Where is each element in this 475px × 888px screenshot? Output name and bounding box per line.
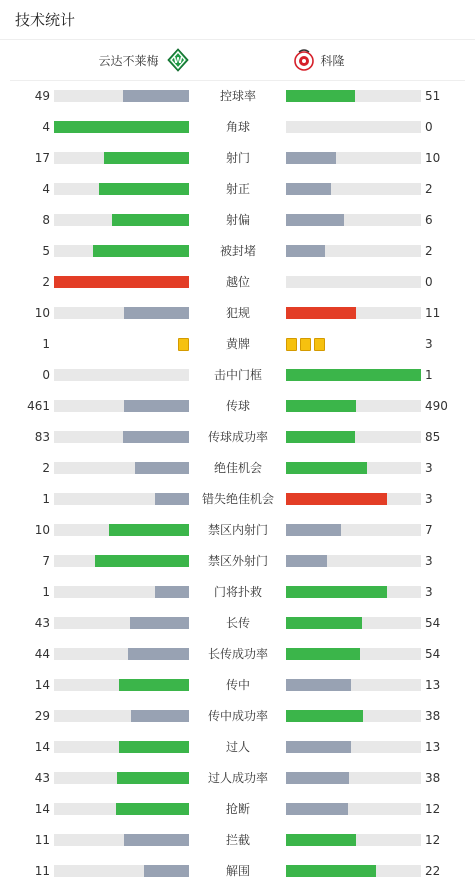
home-stat-value: 43 — [34, 616, 50, 630]
home-stat-bar-fill — [119, 741, 189, 753]
away-team[interactable] — [293, 40, 345, 80]
away-stat-bar-fill — [286, 586, 387, 598]
away-stat-bar-fill — [286, 369, 421, 381]
stat-label: 禁区内射门 — [207, 523, 268, 537]
stat-row — [0, 670, 475, 701]
stat-label: 拦截 — [225, 833, 250, 847]
stat-label: 犯规 — [225, 306, 250, 320]
home-stat-value: 29 — [34, 709, 50, 723]
away-stat-value: 3 — [425, 554, 433, 568]
stat-row — [0, 577, 475, 608]
home-stat-bar — [54, 214, 189, 226]
home-stat-bar — [54, 741, 189, 753]
stat-label: 黄牌 — [225, 337, 250, 351]
home-stat-value: 8 — [42, 213, 50, 227]
stat-row — [0, 732, 475, 763]
home-stat-bar — [54, 648, 189, 660]
stat-label: 抢断 — [225, 802, 250, 816]
home-stat-value: 1 — [42, 492, 50, 506]
away-stat-bar — [286, 90, 421, 102]
away-stat-bar-fill — [286, 462, 367, 474]
home-stat-bar — [54, 90, 189, 102]
away-stat-value: 3 — [425, 492, 433, 506]
away-stat-bar — [286, 307, 421, 319]
away-stat-bar — [286, 214, 421, 226]
away-stat-bar — [286, 586, 421, 598]
stat-label: 被封堵 — [219, 244, 256, 258]
stat-label: 过人成功率 — [207, 771, 268, 785]
stat-row — [0, 484, 475, 515]
home-stat-value: 2 — [42, 275, 50, 289]
away-stat-bar-fill — [286, 834, 356, 846]
home-stat-value: 14 — [34, 678, 50, 692]
stat-row — [0, 298, 475, 329]
away-stat-value: 2 — [425, 244, 433, 258]
home-stat-bar — [54, 369, 189, 381]
stat-label: 控球率 — [219, 89, 256, 103]
away-stat-bar-fill — [286, 493, 387, 505]
away-stat-value: 22 — [425, 864, 441, 878]
home-stat-value: 14 — [34, 802, 50, 816]
away-stat-bar — [286, 772, 421, 784]
away-stat-value: 13 — [425, 740, 441, 754]
away-stat-value: 13 — [425, 678, 441, 692]
away-stat-bar-fill — [286, 152, 336, 164]
away-stat-bar — [286, 462, 421, 474]
home-stat-bar — [54, 617, 189, 629]
stat-label: 传球 — [225, 399, 250, 413]
away-stat-bar — [286, 710, 421, 722]
home-stat-value: 7 — [42, 554, 50, 568]
away-stat-bar-fill — [286, 214, 344, 226]
home-stat-bar — [54, 834, 189, 846]
home-stat-bar-fill — [54, 121, 189, 133]
home-stat-bar-fill — [112, 214, 189, 226]
away-stat-bar-fill — [286, 772, 349, 784]
yellow-card-icon — [300, 338, 311, 351]
away-stat-bar-fill — [286, 183, 331, 195]
away-stat-bar-fill — [286, 524, 341, 536]
home-stat-value: 43 — [34, 771, 50, 785]
home-stat-bar — [54, 586, 189, 598]
away-stat-bar — [286, 493, 421, 505]
away-stat-bar-fill — [286, 617, 362, 629]
home-stat-bar-fill — [123, 90, 189, 102]
home-stat-bar — [54, 710, 189, 722]
away-stat-bar — [286, 741, 421, 753]
home-stat-bar-fill — [117, 772, 189, 784]
home-stat-bar-fill — [131, 710, 189, 722]
away-stat-value: 490 — [425, 399, 448, 413]
home-stat-bar-fill — [124, 307, 189, 319]
away-stat-bar — [286, 617, 421, 629]
away-stat-value: 54 — [425, 616, 441, 630]
away-stat-value: 10 — [425, 151, 441, 165]
away-stat-bar-fill — [286, 307, 356, 319]
stat-label: 传中 — [225, 678, 250, 692]
home-team-name: 云达不莱梅 — [98, 53, 159, 68]
home-stat-bar — [54, 865, 189, 877]
home-stat-value: 11 — [34, 833, 50, 847]
away-stat-bar — [286, 400, 421, 412]
away-stat-bar-fill — [286, 245, 325, 257]
away-stat-value: 85 — [425, 430, 441, 444]
away-stat-value: 3 — [425, 337, 433, 351]
home-stat-bar-fill — [124, 400, 189, 412]
stat-label: 禁区外射门 — [207, 554, 268, 568]
away-stat-value: 54 — [425, 647, 441, 661]
stat-row — [0, 825, 475, 856]
stat-row — [0, 143, 475, 174]
stat-row — [0, 360, 475, 391]
away-stat-value: 51 — [425, 89, 441, 103]
away-stat-value: 7 — [425, 523, 433, 537]
home-stat-value: 4 — [42, 182, 50, 196]
away-stat-bar-fill — [286, 555, 327, 567]
stat-row — [0, 81, 475, 112]
home-stat-bar — [54, 493, 189, 505]
page-header — [0, 0, 475, 40]
home-stat-bar-fill — [109, 524, 189, 536]
stat-row — [0, 546, 475, 577]
home-stat-value: 1 — [42, 337, 50, 351]
stat-row — [0, 267, 475, 298]
away-stat-bar — [286, 245, 421, 257]
home-stat-bar — [54, 276, 189, 288]
stat-label: 角球 — [225, 120, 250, 134]
stat-row — [0, 205, 475, 236]
home-stat-bar-fill — [104, 152, 189, 164]
home-stat-bar — [54, 245, 189, 257]
home-stat-bar — [54, 183, 189, 195]
away-stat-bar-fill — [286, 679, 351, 691]
stat-row — [0, 422, 475, 453]
stat-row — [0, 391, 475, 422]
home-stat-value: 17 — [34, 151, 50, 165]
away-stat-bar — [286, 679, 421, 691]
home-stat-bar-fill — [54, 276, 189, 288]
home-stat-value: 10 — [34, 306, 50, 320]
away-stat-bar — [286, 803, 421, 815]
home-stat-bar-fill — [130, 617, 189, 629]
home-stat-bar — [54, 307, 189, 319]
stat-row — [0, 608, 475, 639]
away-stat-value: 3 — [425, 585, 433, 599]
home-stat-value: 4 — [42, 120, 50, 134]
stat-row — [0, 174, 475, 205]
page-title: 技术统计 — [15, 11, 76, 29]
home-stat-bar-fill — [155, 493, 189, 505]
away-stat-bar — [286, 648, 421, 660]
away-stat-bar-fill — [286, 741, 351, 753]
werder-bremen-badge-icon — [167, 48, 189, 72]
home-stat-bar-fill — [99, 183, 189, 195]
home-stat-bar-fill — [95, 555, 190, 567]
away-stat-bar-fill — [286, 90, 355, 102]
stat-label: 传中成功率 — [207, 709, 268, 723]
away-stat-bar — [286, 369, 421, 381]
away-stat-value: 38 — [425, 771, 441, 785]
stat-row — [0, 236, 475, 267]
stat-label: 门将扑救 — [213, 585, 262, 599]
fc-koln-badge-icon — [293, 48, 315, 72]
away-stat-value: 38 — [425, 709, 441, 723]
away-stat-bar — [286, 834, 421, 846]
away-stat-bar — [286, 276, 421, 288]
stat-label: 击中门框 — [213, 368, 262, 382]
home-stat-value: 14 — [34, 740, 50, 754]
home-stat-bar-fill — [135, 462, 189, 474]
home-stat-bar — [54, 555, 189, 567]
away-stat-bar-fill — [286, 803, 348, 815]
home-stat-bar-fill — [93, 245, 189, 257]
away-stat-value: 0 — [425, 120, 433, 134]
away-stat-bar — [286, 524, 421, 536]
yellow-card-icon — [286, 338, 297, 351]
stat-row — [0, 639, 475, 670]
stat-row — [0, 515, 475, 546]
home-stat-value: 44 — [34, 647, 50, 661]
away-stat-bar — [286, 555, 421, 567]
away-stat-bar — [286, 121, 421, 133]
away-stat-value: 6 — [425, 213, 433, 227]
stat-label: 错失绝佳机会 — [201, 492, 274, 506]
home-stat-value: 10 — [34, 523, 50, 537]
home-stat-bar-fill — [116, 803, 189, 815]
away-stat-bar-fill — [286, 400, 356, 412]
stat-label: 绝佳机会 — [213, 461, 262, 475]
home-stat-value: 11 — [34, 864, 50, 878]
home-stat-bar — [54, 152, 189, 164]
home-stat-value: 83 — [34, 430, 50, 444]
away-stat-value: 11 — [425, 306, 441, 320]
away-stat-value: 0 — [425, 275, 433, 289]
home-stat-bar — [54, 462, 189, 474]
home-stat-bar — [54, 772, 189, 784]
home-stat-value: 461 — [27, 399, 50, 413]
away-stat-value: 12 — [425, 802, 441, 816]
svg-text:W: W — [173, 56, 182, 65]
stat-label: 射正 — [225, 182, 250, 196]
stat-row — [0, 856, 475, 887]
home-stat-value: 5 — [42, 244, 50, 258]
yellow-card-icon — [178, 338, 189, 351]
stats-list — [0, 81, 475, 887]
home-stat-bar — [54, 524, 189, 536]
stat-row — [0, 701, 475, 732]
stat-row — [0, 453, 475, 484]
stat-row — [0, 763, 475, 794]
stat-label: 传球成功率 — [207, 430, 268, 444]
away-stat-bar — [286, 152, 421, 164]
away-stat-value: 3 — [425, 461, 433, 475]
stat-row — [0, 329, 475, 360]
home-stat-bar-fill — [119, 679, 189, 691]
home-stat-bar — [54, 400, 189, 412]
home-team[interactable] — [98, 40, 188, 80]
home-stat-bar — [54, 679, 189, 691]
home-stat-bar — [54, 121, 189, 133]
home-stat-bar-fill — [144, 865, 189, 877]
yellow-card-icon — [314, 338, 325, 351]
away-stat-bar — [286, 431, 421, 443]
away-yellow-cards — [286, 338, 325, 351]
stat-label: 射门 — [225, 151, 250, 165]
away-stat-bar-fill — [286, 710, 363, 722]
home-yellow-cards — [178, 338, 189, 351]
home-stat-value: 49 — [34, 89, 50, 103]
home-stat-bar-fill — [124, 834, 189, 846]
away-stat-bar — [286, 183, 421, 195]
stat-label: 长传成功率 — [207, 647, 268, 661]
stat-row — [0, 794, 475, 825]
away-stat-bar-fill — [286, 865, 376, 877]
home-stat-bar — [54, 431, 189, 443]
home-stat-value: 2 — [42, 461, 50, 475]
home-stat-value: 1 — [42, 585, 50, 599]
stat-label: 过人 — [225, 740, 250, 754]
stat-label: 解围 — [225, 864, 250, 878]
away-stat-bar — [286, 865, 421, 877]
home-stat-bar-fill — [128, 648, 189, 660]
away-stat-bar-fill — [286, 431, 355, 443]
stat-label: 长传 — [225, 616, 250, 630]
stat-label: 射偏 — [225, 213, 250, 227]
home-stat-value: 0 — [42, 368, 50, 382]
stat-row — [0, 112, 475, 143]
home-stat-bar-fill — [155, 586, 189, 598]
stat-label: 越位 — [225, 275, 250, 289]
teams-header — [10, 40, 465, 81]
away-stat-value: 2 — [425, 182, 433, 196]
home-stat-bar — [54, 803, 189, 815]
away-stat-bar-fill — [286, 648, 360, 660]
away-team-name: 科隆 — [320, 53, 345, 68]
away-stat-value: 1 — [425, 368, 433, 382]
home-stat-bar-fill — [123, 431, 189, 443]
away-stat-value: 12 — [425, 833, 441, 847]
